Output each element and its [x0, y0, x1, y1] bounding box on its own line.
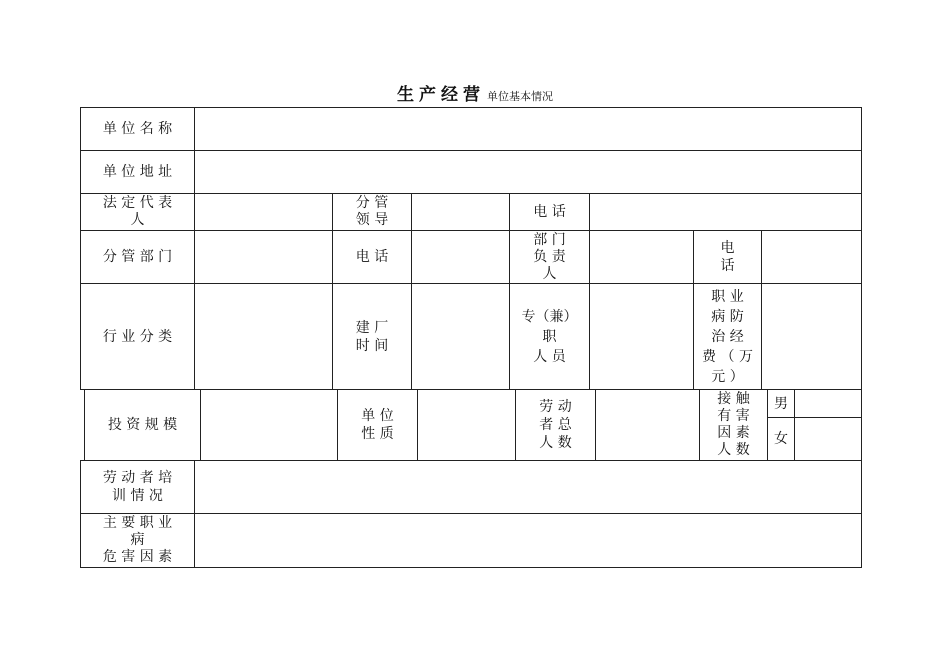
phone-label-2: 电 话	[355, 249, 389, 265]
unit-address-field[interactable]	[195, 151, 861, 193]
department-head-label: 部 门 负 责 人	[533, 231, 566, 282]
male-count-field[interactable]	[795, 390, 861, 417]
title-subtitle: 单位基本情况	[487, 90, 553, 103]
main-hazard-factors-label: 主 要 职 业 病 危 害 因 素	[102, 515, 173, 565]
industry-category-label: 行 业 分 类	[102, 328, 173, 345]
male-label: 男	[774, 395, 788, 412]
legal-representative-label: 法 定 代 表 人	[102, 195, 173, 228]
table-rule	[861, 107, 862, 568]
female-label: 女	[774, 431, 788, 447]
founded-time-label: 建 厂 时 间	[355, 319, 389, 354]
table-rule	[80, 567, 862, 568]
worker-training-field[interactable]	[195, 461, 861, 513]
unit-address-label: 单 位 地 址	[102, 164, 173, 180]
department-in-charge-label: 分 管 部 门	[102, 249, 173, 265]
phone-field-1[interactable]	[590, 194, 861, 230]
industry-category-field[interactable]	[195, 284, 332, 389]
prevention-funding-field[interactable]	[762, 284, 861, 389]
main-hazard-factors-field[interactable]	[195, 514, 861, 567]
founded-time-field[interactable]	[412, 284, 509, 389]
phone-label-3: 电 话	[720, 240, 735, 274]
investment-scale-label: 投 资 规 模	[107, 417, 178, 433]
leader-in-charge-field[interactable]	[412, 194, 509, 230]
department-head-field[interactable]	[590, 231, 693, 283]
phone-field-3[interactable]	[762, 231, 861, 283]
phone-field-2[interactable]	[412, 231, 509, 283]
leader-in-charge-label: 分 管 领 导	[355, 195, 389, 228]
legal-representative-field[interactable]	[195, 194, 332, 230]
unit-name-field[interactable]	[195, 108, 861, 150]
total-workers-field[interactable]	[596, 390, 699, 460]
unit-nature-field[interactable]	[418, 390, 515, 460]
investment-scale-field[interactable]	[201, 390, 337, 460]
department-in-charge-field[interactable]	[195, 231, 332, 283]
total-workers-label: 劳 动 者 总 人 数	[539, 399, 572, 451]
document-title	[0, 80, 950, 105]
prevention-funding-label: 职 业 病 防 治 经 费 （ 万 元 ）	[702, 288, 753, 385]
exposed-workers-label: 接 触 有 害 因 素 人 数	[717, 391, 750, 458]
female-count-field[interactable]	[795, 418, 861, 460]
unit-name-label: 单 位 名 称	[102, 121, 173, 137]
title-main: 生产经营	[397, 85, 485, 105]
phone-label-1: 电 话	[533, 204, 566, 220]
full-part-time-staff-label: 专（兼） 职 人 员	[521, 308, 578, 365]
staff-field[interactable]	[590, 284, 693, 389]
unit-nature-label: 单 位 性 质	[361, 408, 394, 442]
worker-training-label: 劳 动 者 培 训 情 况	[102, 470, 173, 504]
